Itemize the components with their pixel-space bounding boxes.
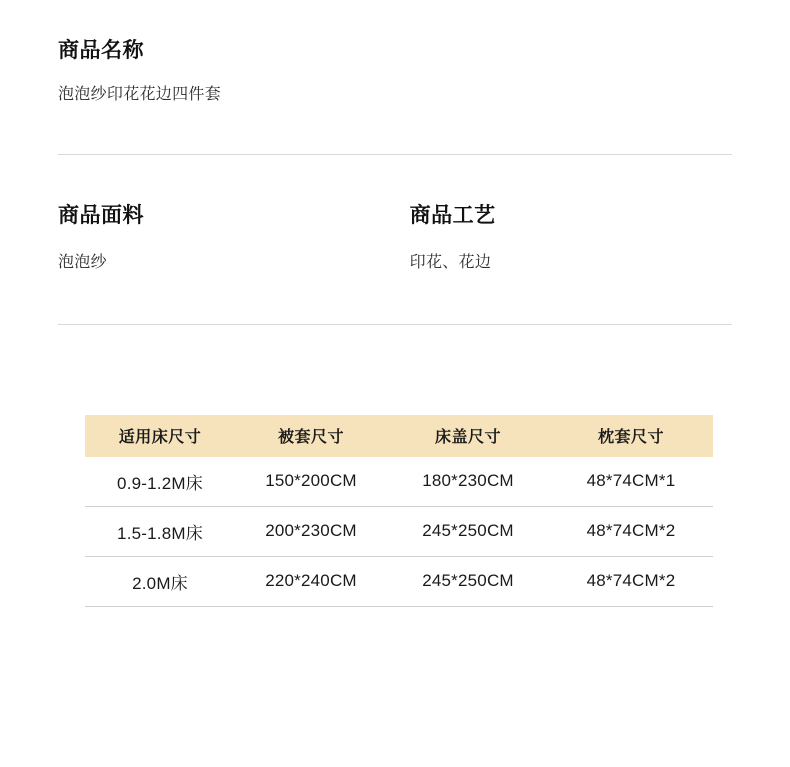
size-table-section	[85, 325, 705, 607]
column-header-bed-size: 适用床尺寸	[85, 415, 235, 457]
table-header-row	[85, 415, 713, 457]
column-header-coverlet-size: 床盖尺寸	[387, 415, 549, 457]
craft-column	[410, 201, 732, 274]
cell-pillowcase-size: 48*74CM*2	[549, 556, 713, 606]
table-row	[85, 556, 713, 606]
size-table-body	[85, 457, 713, 607]
cell-coverlet-size: 245*250CM	[387, 556, 549, 606]
cell-duvet-size: 200*230CM	[235, 506, 387, 556]
cell-pillowcase-size: 48*74CM*2	[549, 506, 713, 556]
material-craft-section	[0, 155, 790, 274]
fabric-column	[58, 201, 410, 274]
cell-pillowcase-size: 48*74CM*1	[549, 457, 713, 507]
size-spec-table	[85, 415, 713, 607]
cell-coverlet-size: 245*250CM	[387, 506, 549, 556]
fabric-heading: 商品面料	[58, 204, 144, 228]
cell-duvet-size: 220*240CM	[235, 556, 387, 606]
craft-value: 印花、花边	[409, 253, 492, 271]
cell-duvet-size: 150*200CM	[235, 457, 387, 507]
product-name-heading: 商品名称	[58, 39, 144, 62]
cell-bed-size: 2.0M床	[85, 556, 235, 606]
table-row	[85, 457, 713, 507]
cell-bed-size: 0.9-1.2M床	[85, 457, 235, 507]
cell-coverlet-size: 180*230CM	[387, 457, 549, 507]
size-table-head	[85, 415, 713, 457]
cell-bed-size: 1.5-1.8M床	[85, 506, 235, 556]
column-header-duvet-size: 被套尺寸	[235, 415, 387, 457]
craft-heading: 商品工艺	[409, 204, 496, 228]
table-row	[85, 506, 713, 556]
fabric-value: 泡泡纱	[58, 253, 107, 271]
column-header-pillowcase-size: 枕套尺寸	[549, 415, 713, 457]
product-name-section	[0, 0, 790, 107]
product-name-value: 泡泡纱印花花边四件套	[58, 86, 222, 104]
